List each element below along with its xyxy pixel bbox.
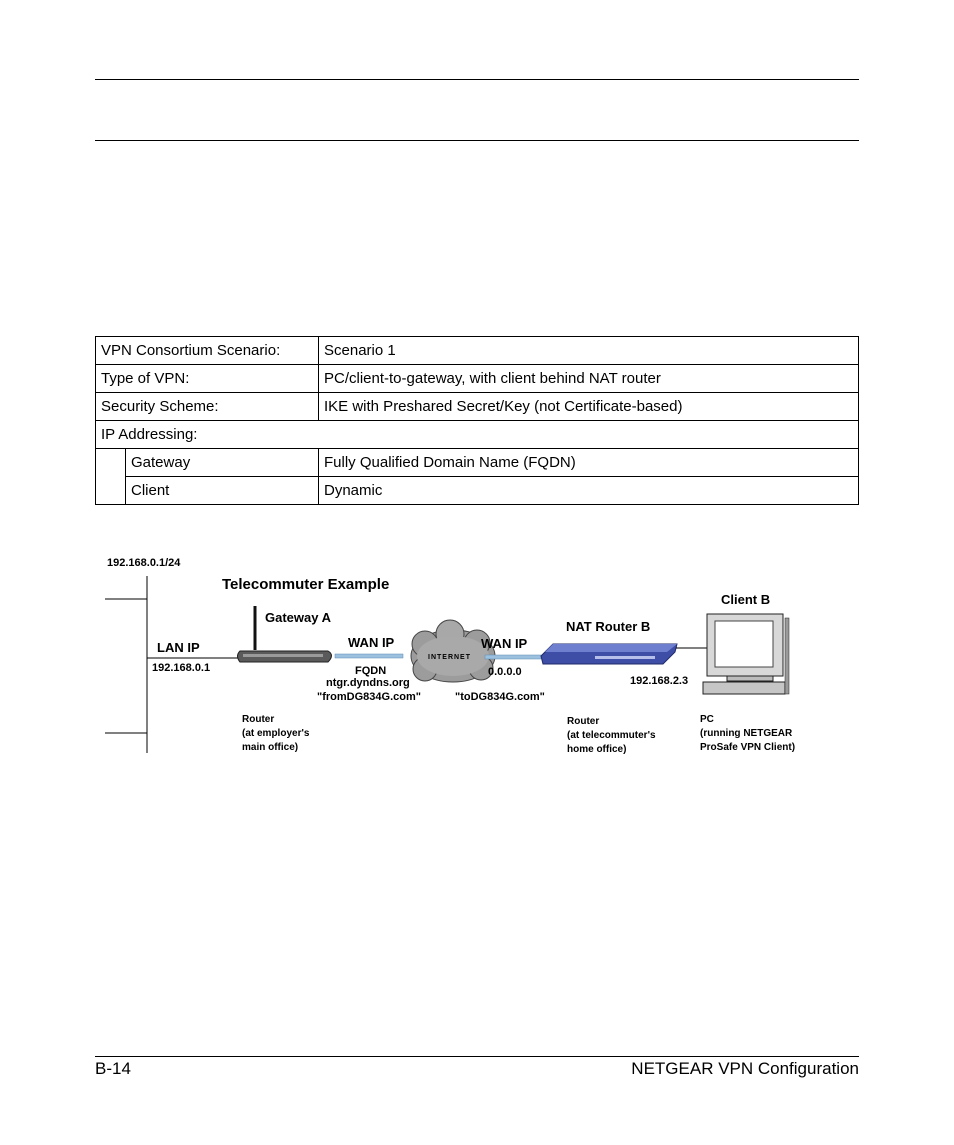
router-a-desc-2: (at employer's — [242, 728, 310, 739]
pc-desc-2: (running NETGEAR — [700, 728, 793, 739]
pc-desc-3: ProSafe VPN Client) — [700, 742, 796, 753]
wan-link-b — [485, 655, 541, 659]
fqdn-from: "fromDG834G.com" — [317, 691, 421, 703]
gateway-label: Gateway A — [265, 610, 331, 625]
to-name: "toDG834G.com" — [455, 691, 545, 703]
row-value: Fully Qualified Domain Name (FQDN) — [319, 449, 859, 477]
fqdn-host: ntgr.dyndns.org — [326, 677, 410, 689]
table-row — [96, 337, 859, 365]
pc-computer-icon — [703, 614, 789, 694]
client-label: Client B — [721, 592, 771, 607]
nat-lan-ip: 192.168.2.3 — [630, 675, 689, 687]
header-rule-top — [95, 79, 859, 80]
row-label: Client — [126, 477, 319, 505]
telecommuter-diagram — [95, 548, 815, 758]
wan-ip-b-value: 0.0.0.0 — [488, 666, 522, 678]
indent-cell — [96, 449, 126, 505]
doc-title: NETGEAR VPN Configuration — [631, 1059, 859, 1078]
row-label: Type of VPN: — [96, 365, 319, 393]
nat-router-label: NAT Router B — [566, 619, 651, 634]
router-a-desc-3: main office) — [242, 742, 299, 753]
row-value: PC/client-to-gateway, with client behind NAT router — [319, 365, 859, 393]
nat-router-icon — [541, 644, 677, 664]
footer-rule — [95, 1056, 859, 1057]
lan-ip-label: LAN IP — [157, 640, 200, 655]
internet-label: INTERNET — [428, 654, 471, 661]
table-row — [96, 421, 859, 449]
row-label: IP Addressing: — [96, 421, 859, 449]
lan-ip-value: 192.168.0.1 — [152, 662, 211, 674]
row-label: VPN Consortium Scenario: — [96, 337, 319, 365]
router-a-desc-1: Router — [242, 714, 275, 725]
row-value: Scenario 1 — [319, 337, 859, 365]
fqdn-label: FQDN — [355, 665, 387, 677]
subnet-label: 192.168.0.1/24 — [107, 557, 181, 569]
router-b-desc-3: home office) — [567, 744, 627, 755]
wan-ip-b-label: WAN IP — [481, 636, 528, 651]
table-row — [96, 477, 859, 505]
scenario-table — [95, 336, 859, 505]
wan-link-a — [335, 654, 403, 658]
internet-cloud-icon — [411, 620, 495, 682]
row-label: Gateway — [126, 449, 319, 477]
router-b-desc-1: Router — [567, 716, 600, 727]
row-value: IKE with Preshared Secret/Key (not Certificate-based) — [319, 393, 859, 421]
header-rule-bottom — [95, 140, 859, 141]
wan-ip-a-label: WAN IP — [348, 635, 395, 650]
table-row — [96, 365, 859, 393]
table-row — [96, 449, 859, 477]
diagram-title: Telecommuter Example — [222, 576, 390, 593]
row-label: Security Scheme: — [96, 393, 319, 421]
row-value: Dynamic — [319, 477, 859, 505]
pc-desc-1: PC — [700, 714, 714, 725]
page-number: B-14 — [95, 1059, 131, 1078]
table-row — [96, 393, 859, 421]
router-b-desc-2: (at telecommuter's — [567, 730, 656, 741]
